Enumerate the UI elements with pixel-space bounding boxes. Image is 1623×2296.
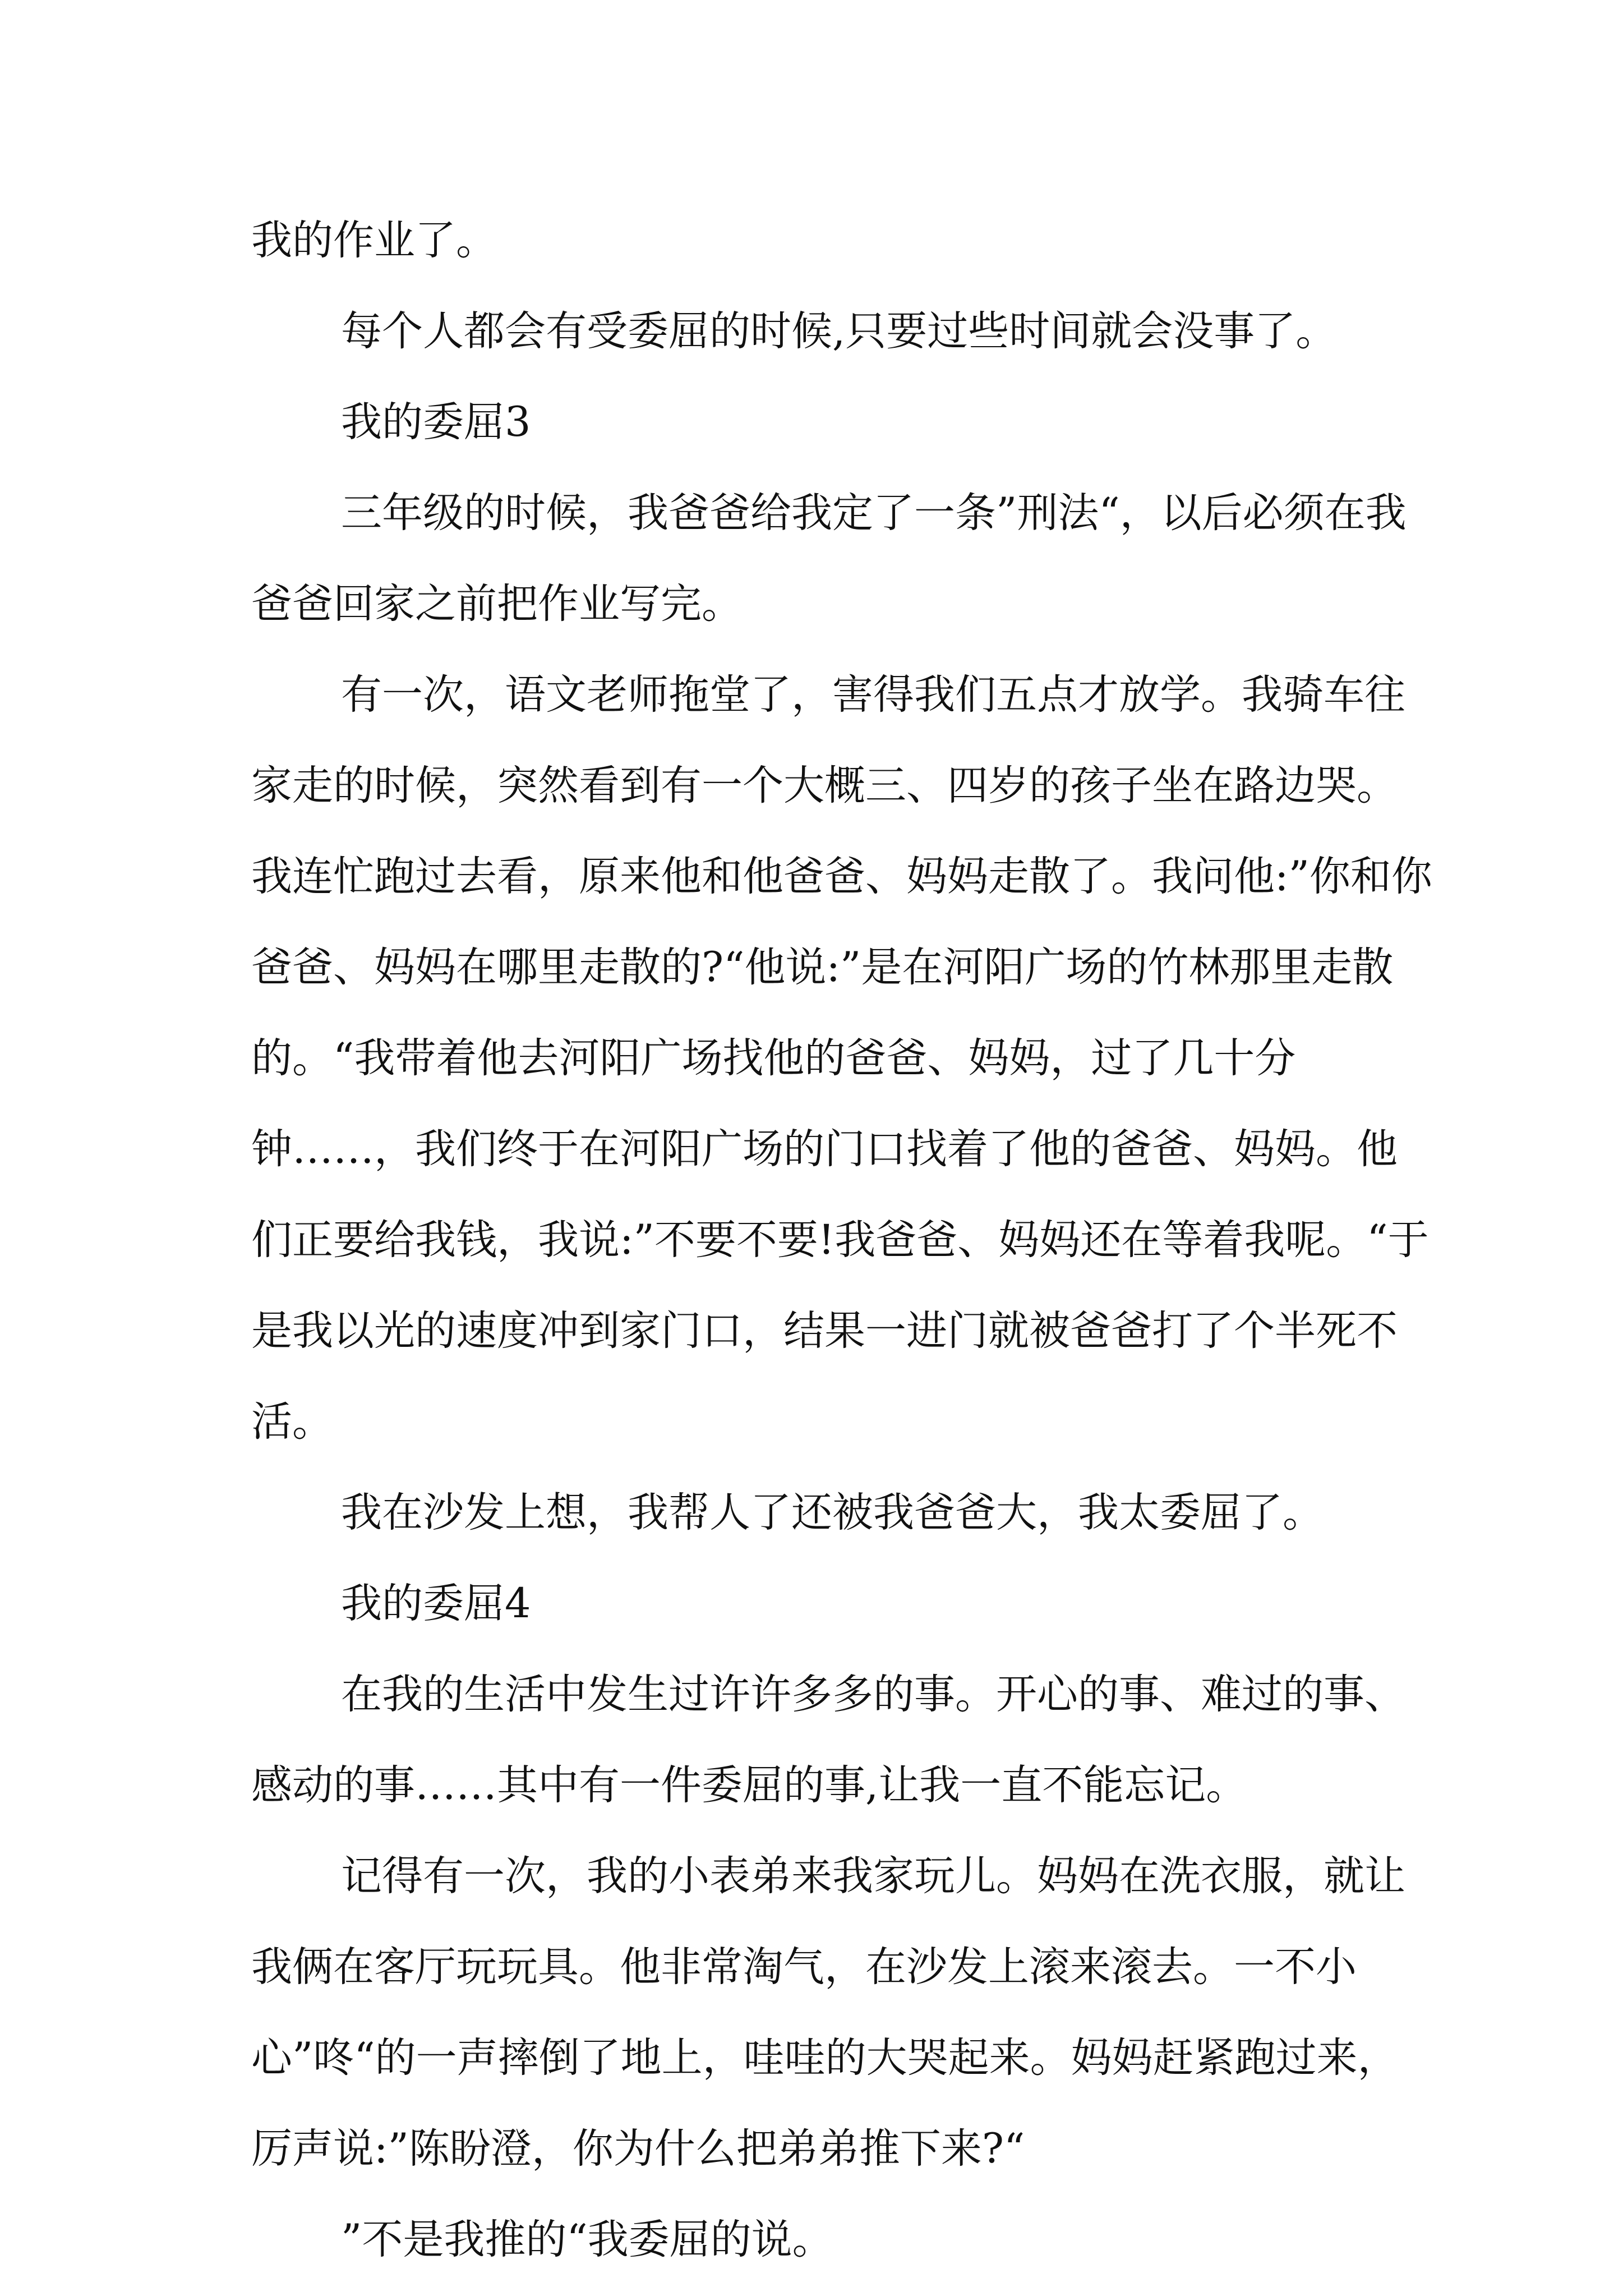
paragraph: ”不是我推的“我委屈的说。 xyxy=(341,2216,833,2263)
section-heading: 我的委屈4 xyxy=(341,1580,531,1627)
paragraph: 三年级的时候，我爸爸给我定了一条”刑法“，以后必须在我爸爸回家之前把作业写完。 xyxy=(251,489,1407,628)
paragraph: 有一次，语文老师拖堂了，害得我们五点才放学。我骑车往家走的时候，突然看到有一个大概三、四岁的孩子坐在路边哭。我连忙跑过去看，原来他和他爸爸、妈妈走散了。我问他:”你和你爸爸、妈妈在哪里走散的?“他说:”是在河阳广场的竹林那里走散的。“我带着他去河阳广场找他的爸爸、妈妈，过了几十分钟……，我们终于在河阳广场的门口找着了他的爸爸、妈妈。他们正要给我钱，我说:”不要不要!我爸爸、妈妈还在等着我呢。“于是我以光的速度冲到家门口，结果一进门就被爸爸打了个半死不活。 xyxy=(251,671,1432,1446)
document-body xyxy=(251,195,1435,2285)
paragraph: 在我的生活中发生过许许多多的事。开心的事、难过的事、感动的事……其中有一件委屈的事,让我一直不能忘记。 xyxy=(251,1671,1405,1809)
section-heading: 我的委屈3 xyxy=(341,398,531,446)
paragraph: 每个人都会有受委屈的时候,只要过些时间就会没事了。 xyxy=(341,307,1337,355)
paragraph: 记得有一次，我的小表弟来我家玩儿。妈妈在洗衣服，就让我俩在客厅玩玩具。他非常淘气，在沙发上滚来滚去。一不小心”咚“的一声摔倒了地上，哇哇的大哭起来。妈妈赶紧跑过来，厉声说:”陈盼澄，你为什么把弟弟推下来?“ xyxy=(251,1852,1405,2173)
paragraph: 我在沙发上想，我帮人了还被我爸爸大，我太委屈了。 xyxy=(341,1489,1324,1536)
paragraph: 我的作业了。 xyxy=(251,217,497,264)
